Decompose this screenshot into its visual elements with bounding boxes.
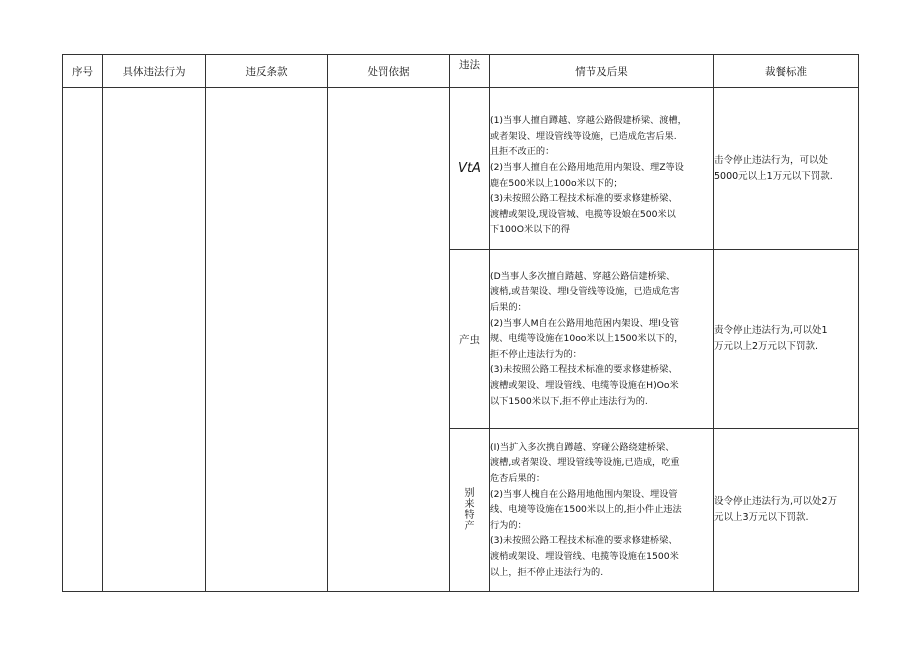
col-header-basis: 处罚依据: [328, 55, 450, 88]
detail-line: (D当事人多次擅自踏越、穿越公路信建桥梁、: [490, 270, 676, 282]
cell-standard: [714, 250, 859, 429]
detail-line: 以上，拒不停止违法行为的.: [490, 566, 604, 578]
cell-level: [450, 250, 490, 429]
detail-line: 危杏后果的：: [490, 473, 546, 485]
cell-detail: [490, 250, 714, 429]
detail-line: 线、电境等设施在1500米以上的,拒小件止违法: [490, 504, 682, 516]
penalty-table: [62, 54, 859, 592]
detail-line: (1)当事人擅自蹲越、穿越公路假建桥梁、渡槽，: [490, 115, 687, 127]
standard-line: 元以上3万元以下罚款.: [714, 512, 809, 523]
standard-line: 击令停止违法行为，可以处: [714, 154, 829, 166]
detail-line: 下100O米以下的得: [490, 224, 570, 236]
detail-line: (I)当扩入多次携自蹲越、穿碰公路绕建桥梁、: [490, 441, 675, 453]
detail-line: 后果的：: [490, 302, 527, 314]
cell-basis: [328, 88, 450, 592]
header-row: [63, 55, 859, 88]
cell-level: [450, 88, 490, 250]
level-label: VtA: [458, 161, 481, 176]
level-label: 产虫: [459, 333, 480, 346]
cell-standard: [714, 88, 859, 250]
detail-line: 或者架设、埋设管线等设施，已造成危害后果.: [490, 130, 677, 142]
detail-line: 渡梢或架设、埋设管线、电揽等设施在1500米: [490, 550, 679, 562]
detail-line: (2)当事人M自在公路用地范困内架设、埋I殳管: [490, 317, 680, 329]
detail-line: 拒不停止违法行为的：: [490, 348, 582, 360]
detail-line: (2)当事人槐自在公路用地他围内架设、埋设管: [490, 488, 678, 500]
cell-detail: [490, 429, 714, 592]
detail-line: 以下1500米以下,拒不停止违法行为的.: [490, 395, 648, 407]
standard-line: 设令停止违法行为,可以处2万: [714, 496, 838, 507]
col-header-violation: 具体违法行为: [103, 55, 206, 88]
cell-standard: [714, 429, 859, 592]
detail-line: 渡槽,或者架设、埋设管线等设施,已造成，吃重: [490, 457, 680, 469]
detail-line: (2)当事人擅自在公路用地范用内架设、理Z等设: [490, 161, 684, 173]
table-row: [63, 88, 859, 250]
col-header-detail: 情节及后果: [490, 55, 714, 88]
detail-line: 渡槽或架设、埋设管线、电缆等设施在H)Oo米: [490, 379, 679, 391]
detail-line: 规、电缆等设施在10oo米以上1500米以下的，: [490, 333, 684, 345]
detail-line: (3)未按照公路工程技术标准的要求修建桥梁、: [490, 193, 678, 205]
detail-line: (3)未按照公路工程技术标准的要求修建桥梁、: [490, 364, 678, 376]
standard-line: 万元以上2万元以下罚款.: [714, 341, 819, 352]
detail-line: 渡梢,或昔架设、埋I殳管线等设施，已造成危害: [490, 286, 680, 298]
cell-level: [450, 429, 490, 592]
detail-line: 行为的：: [490, 519, 527, 531]
cell-clause: [206, 88, 328, 592]
cell-seq: [63, 88, 103, 592]
detail-line: 渡槽或架设,现设管城、电揽等设娘在500米以: [490, 208, 676, 220]
cell-detail: [490, 88, 714, 250]
detail-line: (3)未按照公路工程技术标准的要求修建桥梁、: [490, 535, 678, 547]
cell-violation: [103, 88, 206, 592]
detail-line: 且拒不改正的：: [490, 146, 555, 158]
col-header-seq: 序号: [63, 55, 103, 88]
col-header-level: 违法: [450, 55, 490, 88]
detail-line: 鹿在500米以上100o米以下的；: [490, 177, 623, 189]
col-header-clause: 违反条款: [206, 55, 328, 88]
col-header-standard: 裁餐标准: [714, 55, 859, 88]
level-label: 别来特产: [464, 488, 475, 532]
standard-line: 责令停止违法行为,可以处1: [714, 325, 828, 336]
standard-line: 5000元以上1万元以下罚款.: [714, 170, 833, 182]
